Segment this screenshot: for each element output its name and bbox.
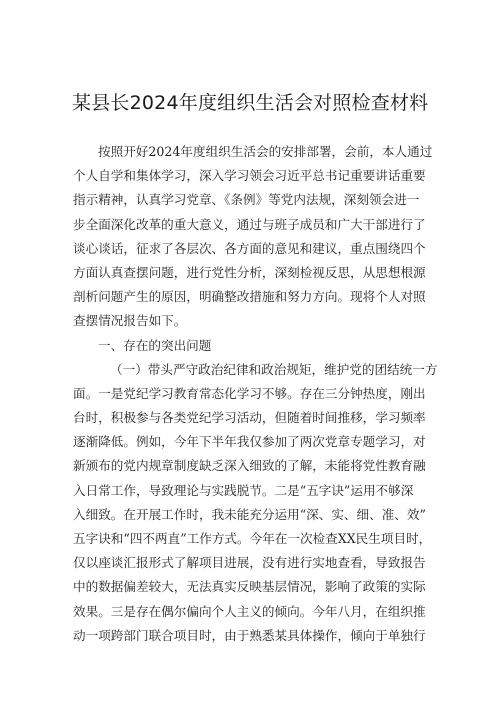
paragraph-line: 台时，积极参与各类党纪学习活动，但随着时间推移，学习频率 [73, 410, 426, 426]
paragraph-line: 入细致。在开展工作时，我未能充分运用“深、实、细、准、效” [73, 506, 426, 522]
paragraph-line: 方面认真查摆问题，进行党性分析，深刻检视反思，从思想根源 [73, 264, 426, 280]
subsection-heading-line: （一）带头严守政治纪律和政治规矩，维护党的团结统一方 [110, 361, 438, 377]
section-heading: 一、存在的突出问题 [98, 337, 212, 353]
document-body [73, 140, 438, 648]
paragraph-line: 入日常工作，导致理论与实践脱节。二是“五字诀”运用不够深 [73, 482, 414, 498]
paragraph-line: 谈心谈话，征求了各层次、各方面的意见和建议，重点围绕四个 [73, 240, 426, 256]
paragraph-line: 效果。三是存在偶尔偏向个人主义的倾向。今年八月，在组织推 [73, 603, 426, 619]
paragraph-line: 仅以座谈汇报形式了解项目进展，没有进行实地查看，导致报告 [73, 555, 426, 571]
paragraph-line: 按照开好2024年度组织生活会的安排部署，会前，本人通过 [98, 144, 433, 159]
paragraph-line: 逐渐降低。例如，今年下半年我仅参加了两次党章专题学习，对 [73, 434, 426, 450]
paragraph-line: 五字诀和“四不两直”工作方式。今年在一次检查XX民生项目时， [73, 531, 432, 546]
document-title: 某县长2024年度组织生活会对照检查材料 [72, 92, 429, 114]
paragraph-line: 查摆情况报告如下。 [73, 313, 187, 329]
paragraph-line: 个人自学和集体学习，深入学习领会习近平总书记重要讲话重要 [73, 168, 426, 184]
paragraph-line: 动一项跨部门联合项目时，由于熟悉某具体操作，倾向于单独行 [73, 627, 426, 643]
paragraph-line: 剖析问题产生的原因，明确整改措施和努力方向。现将个人对照 [73, 289, 426, 305]
paragraph-line: 步全面深化改革的重大意义，通过与班子成员和广大干部进行了 [73, 216, 426, 232]
paragraph-line: 中的数据偏差较大，无法真实反映基层情况，影响了政策的实际 [73, 579, 426, 595]
paragraph-line: 面。一是党纪学习教育常态化学习不够。存在三分钟热度，刚出 [73, 385, 426, 401]
paragraph-line: 指示精神，认真学习党章、《条例》等党内法规，深刻领会进一 [73, 192, 420, 208]
paragraph-line: 新颁布的党内规章制度缺乏深入细致的了解，未能将党性教育融 [73, 458, 426, 474]
